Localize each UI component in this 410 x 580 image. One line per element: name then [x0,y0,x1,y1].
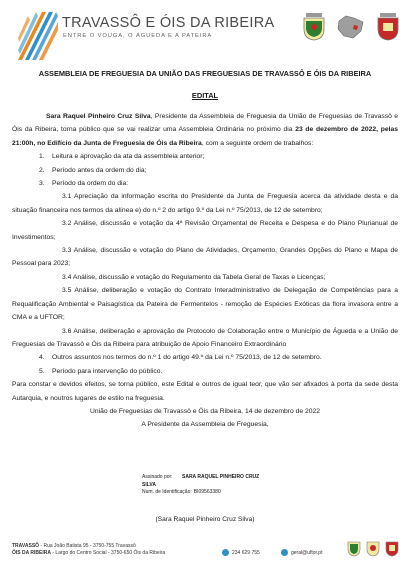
digital-signature-block [142,474,262,497]
brand-title: TRAVASSÔ E ÓIS DA RIBEIRA [62,15,275,31]
agenda-item [12,351,398,364]
agenda-subitem: 3.1 Apreciação da informação escrita do Presidente da Junta de Freguesia acerca da atividade desta e da situação financeira nos termos da alínea e) do n.º 2 do artigo 9.º da Lei n.º 75/2013, de 12 de setembro; [12,193,398,214]
footer-phone [222,549,260,556]
agenda-item [12,365,398,378]
agenda-subitem: 3.5 Análise, deliberação e votação do Contrato Interadministrativo de Delegação de Competências para a Requalificação Ambiental e Paisagística da Pateira de Fermentelos - remoção de Espécies Exóticas da flora invasora entre a CMA e a UFTOR; [12,287,398,322]
agenda-item [12,177,398,190]
parish-logo-icon [16,10,60,62]
meeting-datetime-place: 23 de dezembro de 2022, pelas 21:00h, no Edifício da Junta de Freguesia de Óis da Ribeira [12,126,398,147]
footer-email[interactable] [281,549,322,556]
phone-icon [222,549,229,556]
agenda-number: 3. [39,180,45,188]
municipality-crest-icon [376,13,400,41]
agenda-text: Período para intervenção do público. [52,367,163,375]
agenda-subitem: 3.2 Análise, discussão e votação da 4ª Revisão Orçamental de Receita e Despesa e do Plano Plurianual de Investimentos; [12,220,398,241]
footer-place-2: ÓIS DA RIBEIRA [12,550,51,557]
footer-address-2: - Largo do Centro Social - 3750-650 Óis da Ribeira [50,550,166,557]
closing-paragraph: Para constar e devidos efeitos, se torna público, este Edital e outros de igual teor, que vão ser afixados à porta da sede desta Autarquia, e noutros lugares de estilo na freguesia. [12,381,398,402]
footer-crest-icon [366,540,380,557]
signed-by-value: SARA RAQUEL PINHEIRO CRUZ SILVA [142,474,260,488]
signature-name: (Sara Raquel Pinheiro Cruz Silva) [155,516,255,523]
email-icon [281,549,288,556]
agenda-subitem: 3.3 Análise, discussão e votação do Plano de Atividades, Orçamento, Grandes Opções do Plano e Mapa de Pessoal para 2023; [12,247,398,268]
agenda-number: 1. [39,153,45,161]
agenda-text: Leitura e aprovação da ata da assembleia anterior; [52,153,205,161]
agenda-item [12,150,398,163]
footer-address-1: - Rua João Batista 95 - 3750-755 Travassô [39,543,136,549]
footer-crest-icon [347,540,361,557]
agenda-subitem: 3.6 Análise, deliberação e aprovação de Protocolo de Colaboração entre o Município de Águeda e a União de Freguesias de Travassô e Óis da Ribeira para atribuição de Apoio Financeiro Extraordinário [12,327,398,348]
brand-subtitle: ENTRE O VOUGA, O ÁGUEDA E A PATEIRA [63,33,213,39]
assembly-title: ASSEMBLEIA DE FREGUESIA DA UNIÃO DAS FREGUESIAS DE TRAVASSÔ E ÓIS DA RIBEIRA [38,69,372,78]
phone-number: 234 629 755 [232,549,260,556]
agenda-number: 5. [39,367,45,375]
intro-text: , Presidente da Assembleia de Freguesia da União de Freguesias de Travassô e Óis da Ribeira, torna público que se vai realizar uma Assembleia Ordinária no próximo dia [12,113,398,134]
intro-text-end: , com a seguinte ordem de trabalhos: [201,139,314,147]
municipality-map-icon [336,13,366,41]
signatory-role: A Presidente da Assembleia de Freguesia, [141,421,269,429]
agenda-number: 4. [39,354,45,362]
email-address[interactable]: geral@uftor.pt [291,549,323,556]
id-value: BI09563380 [193,489,221,496]
signed-by-label: Assinado por: [142,474,173,480]
place-date: União de Freguesias de Travassô e Óis da Ribeira, 14 de dezembro de 2022 [89,407,320,415]
intro-paragraph [12,110,398,150]
edital-title: EDITAL [191,91,219,100]
agenda-text: Outros assuntos nos termos do n.º 1 do artigo 49.º da Lei n.º 75/2013, de 12 de setembro. [52,354,322,362]
footer-crest-icon [385,540,399,557]
agenda-text: Período antes da ordem do dia; [52,166,147,174]
document-body [12,110,398,432]
agenda-number: 2. [39,166,45,174]
agenda-text: Período da ordem do dia: [52,180,129,188]
id-label: Num. de Identificação: [142,489,192,496]
footer-addresses [12,543,165,558]
president-name: Sara Raquel Pinheiro Cruz Silva [46,113,151,120]
footer-place-1: TRAVASSÔ [12,543,40,549]
agenda-subitem: 3.4 Análise, discussão e votação do Regulamento da Tabela Geral de Taxas e Licenças; [62,273,326,281]
coat-of-arms-icon [302,13,326,41]
agenda-item [12,164,398,177]
